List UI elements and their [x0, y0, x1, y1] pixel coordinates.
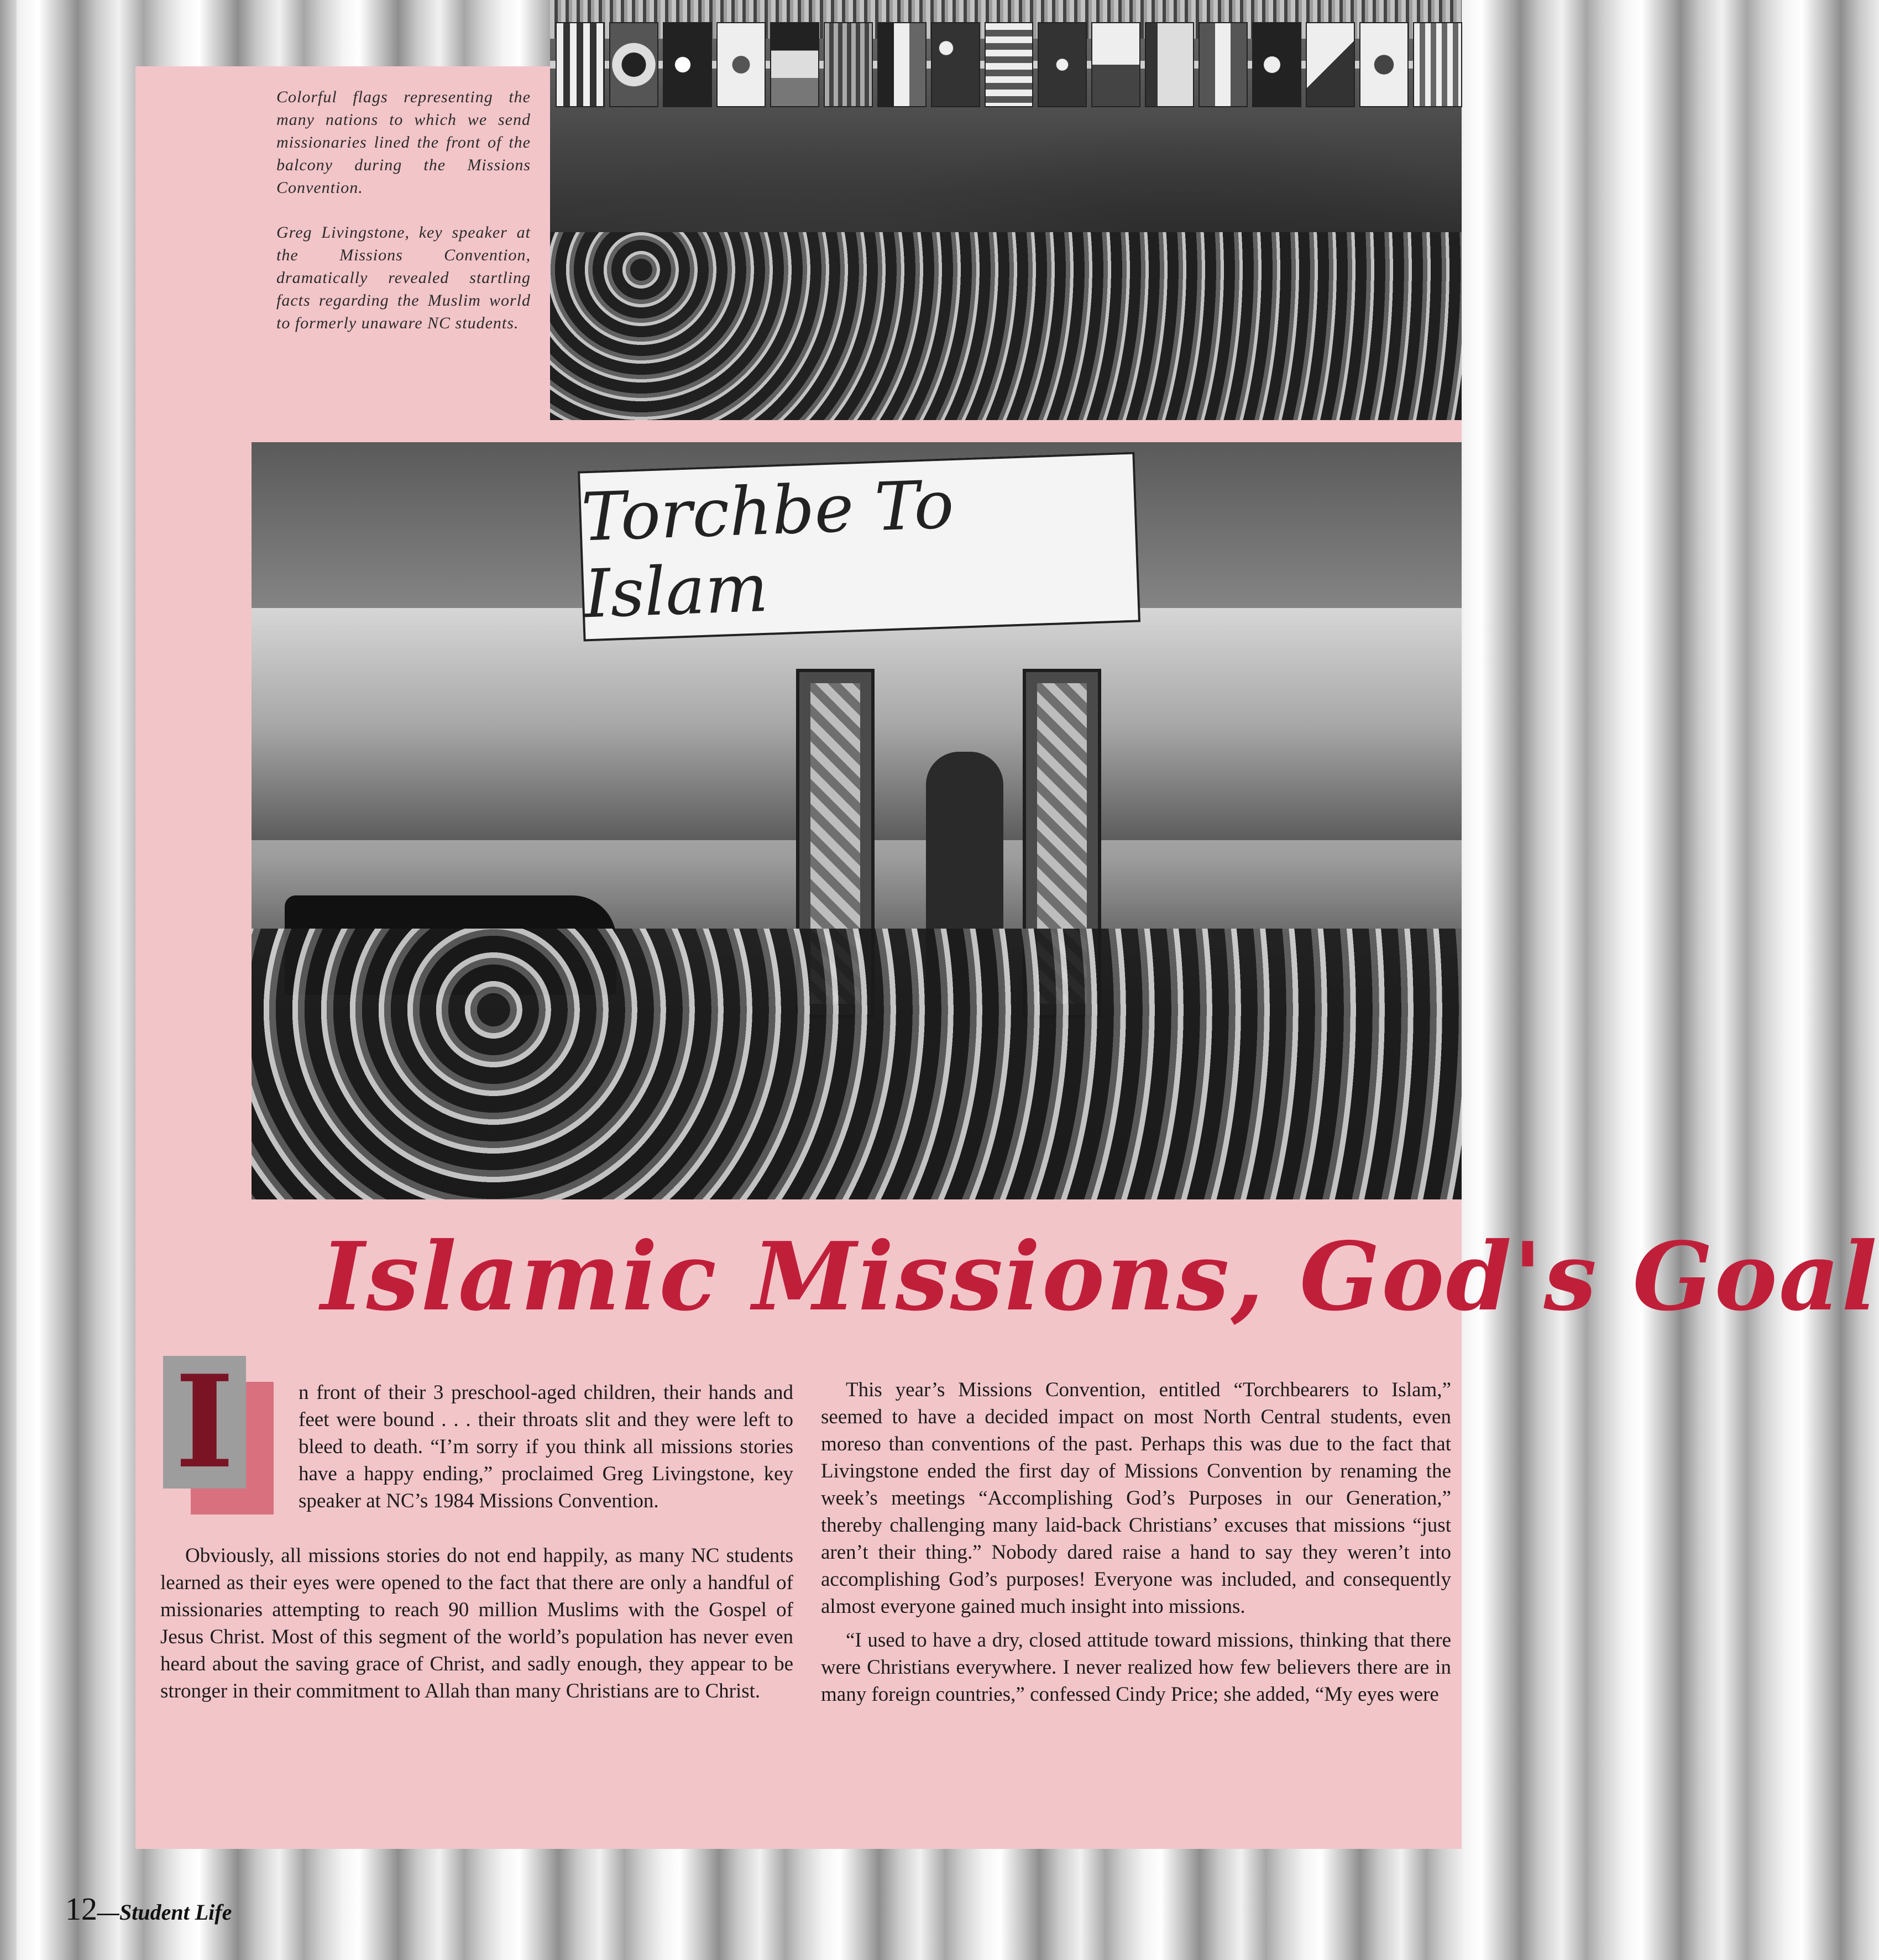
dropcap-box [163, 1348, 246, 1497]
flag [1306, 22, 1355, 107]
flag [824, 22, 873, 107]
article-paragraph: Obviously, all missions stories do not end happily, as many NC students learned as their eyes were opened to the fact that there are only a handful of missionaries attempting to reach 90 million Muslims with the Gospel of Jesus Christ. Most of this segment of the world’s population has never even heard about the saving grace of Christ, and sadly enough, they appear to be stronger in their commitment to Allah than many Christians are to Christ. [160, 1544, 793, 1702]
seated-audience [252, 929, 1462, 1199]
page-edge [0, 0, 17, 1960]
flag-row [556, 11, 1462, 144]
flag [663, 22, 712, 107]
article-column-left [160, 1542, 793, 1705]
article-opening [299, 1379, 793, 1514]
flag [716, 22, 766, 107]
article-paragraph: This year’s Missions Convention, entitled “Torchbearers to Islam,” seemed to have a decided impact on most North Central students, even moreso than conventions of the past. Perhaps this was due to the fact that Livingstone ended the first day of Missions Convention by renaming the week’s meetings “Accomplishing God’s Purposes in our Generation,” thereby challenging many laid-back Christians’ excuses that missions “just aren’t their thing.” Nobody dared raise a hand to say they weren’t into accomplishing God’s purposes! Everyone was included, and consequently almost everyone gained much insight into missions. [821, 1379, 1451, 1618]
headline: Islamic Missions, God's Goal [321, 1222, 1879, 1332]
audience-crowd [550, 232, 1462, 420]
dropcap-letter: I [175, 1348, 234, 1497]
flag [985, 22, 1034, 107]
stage-photo [252, 442, 1462, 1199]
flag [770, 22, 819, 107]
flag [609, 22, 658, 107]
caption-flags: Colorful flags representing the many nations to which we send missionaries lined the front of the balcony during the Missions Convention. [276, 88, 531, 197]
article-paragraph: “I used to have a dry, closed attitude toward missions, thinking that there were Christians everywhere. I never realized how few believers there are in many foreign countries,” confessed Cindy Price; she added, “My eyes were [821, 1629, 1451, 1706]
flag [1359, 22, 1409, 107]
flag [877, 22, 927, 107]
torchbearers-banner: Torchbe To Islam [578, 452, 1140, 642]
flag [1145, 22, 1194, 107]
page-number: 12 [65, 1891, 97, 1927]
flag [931, 22, 980, 107]
page-folio [65, 1890, 232, 1927]
photo-captions [276, 86, 531, 357]
flag [1198, 22, 1248, 107]
article-paragraph: n front of their 3 preschool-aged children, their hands and feet were bound . . . their throats slit and they were left to bleed to death. “I’m sorry if you think all missions stories have a happy ending,” proclaimed Greg Livingstone, key speaker at NC’s 1984 Missions Convention. [299, 1381, 793, 1512]
section-name: —Student Life [97, 1900, 232, 1925]
article-column-right [821, 1376, 1451, 1708]
flag [1091, 22, 1140, 107]
balcony-flags-photo [550, 0, 1462, 420]
caption-speaker: Greg Livingstone, key speaker at the Missions Convention, dramatically revealed startling facts regarding the Muslim world to formerly unaware NC students. [276, 223, 531, 332]
flag [1413, 22, 1462, 107]
flag [1038, 22, 1087, 107]
flag [556, 22, 605, 107]
flag [1252, 22, 1301, 107]
